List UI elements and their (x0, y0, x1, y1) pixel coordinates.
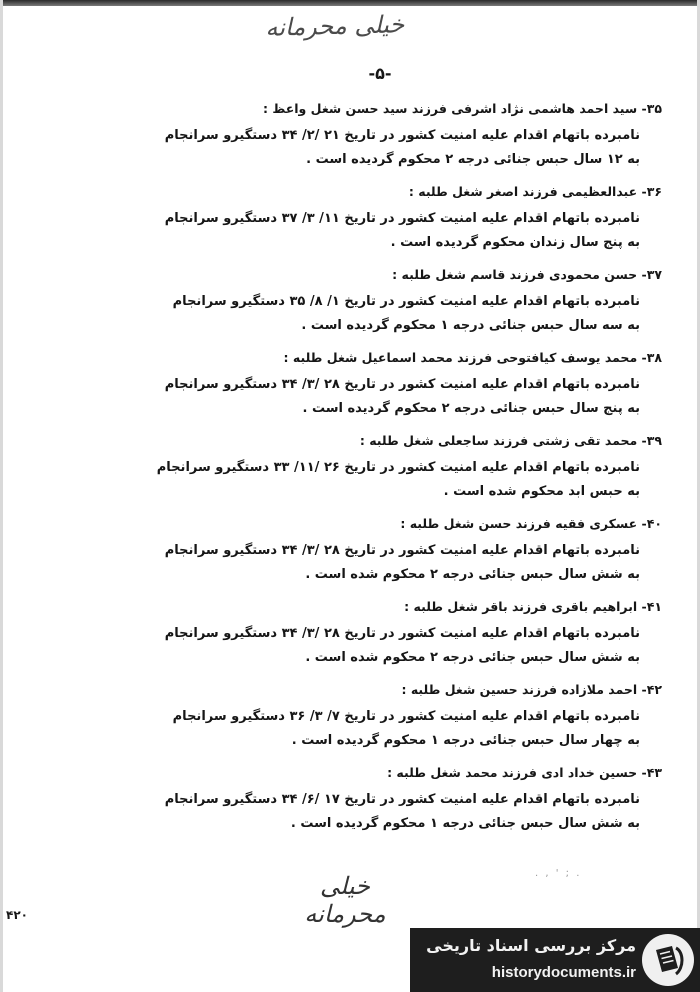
entry-sentence: به پنج سال زندان محکوم گردیده است . (390, 235, 640, 250)
scan-left-edge (0, 0, 3, 992)
entry-charge: نامبرده باتهام اقدام علیه امنیت کشور در تاریخ ۲۸ /۳/ ۳۴ دستگیرو سرانجام (164, 377, 640, 392)
entry-sentence: به ۱۲ سال حبس جنائی درجه ۲ محکوم گردیده است . (306, 152, 640, 167)
watermark-url[interactable]: historydocuments.ir (491, 964, 636, 981)
entry-sentence: به شش سال حبس جنائی درجه ۲ محکوم شده است . (305, 650, 640, 665)
list-item (84, 515, 662, 584)
list-item (84, 598, 662, 667)
entry-sentence: به سه سال حبس جنائی درجه ۱ محکوم گردیده است . (301, 318, 640, 333)
entry-sentence: به چهار سال حبس جنائی درجه ۱ محکوم گردیده است . (291, 733, 640, 748)
entry-sentence: به حبس ابد محکوم شده است . (443, 484, 640, 499)
list-item (84, 266, 662, 335)
document-circle-logo-icon (642, 934, 694, 986)
entry-charge: نامبرده باتهام اقدام علیه امنیت کشور در تاریخ ۲۶ /۱۱/ ۳۳ دستگیرو سرانجام (156, 460, 640, 475)
entry-charge: نامبرده باتهام اقدام علیه امنیت کشور در تاریخ ۲۸ /۳/ ۳۴ دستگیرو سرانجام (164, 543, 640, 558)
entry-list (84, 100, 662, 847)
scan-top-edge (0, 0, 700, 6)
entry-sentence: به شش سال حبس جنائی درجه ۲ محکوم شده است . (305, 567, 640, 582)
entry-title: ۴۲- احمد ملازاده فرزند حسین شغل طلبه : (401, 682, 662, 697)
entry-title: ۳۹- محمد تقی زشتی فرزند ساجعلی شغل طلبه : (359, 433, 662, 448)
list-item (84, 764, 662, 833)
list-item (84, 432, 662, 501)
entry-title: ۴۱- ابراهیم باقری فرزند باقر شغل طلبه : (404, 599, 662, 614)
entry-title: ۳۶- عبدالعظیمی فرزند اصغر شغل طلبه : (408, 184, 662, 199)
list-item (84, 681, 662, 750)
archive-watermark (410, 928, 700, 992)
entry-title: ۴۰- عسکری فقیه فرزند حسن شغل طلبه : (400, 516, 662, 531)
entry-charge: نامبرده باتهام اقدام علیه امنیت کشور در تاریخ ۲۱ /۲/ ۳۴ دستگیرو سرانجام (164, 128, 640, 143)
confidential-stamp-header: خیلی محرمانه (265, 10, 405, 42)
ink-smudge: . , ' ; . (535, 868, 582, 879)
list-item (84, 183, 662, 252)
entry-title: ۴۳- حسین خداد ادی فرزند محمد شغل طلبه : (387, 765, 662, 780)
list-item (84, 100, 662, 169)
entry-title: ۳۷- حسن محمودی فرزند قاسم شغل طلبه : (392, 267, 662, 282)
entry-charge: نامبرده باتهام اقدام علیه امنیت کشور در تاریخ ۲۸ /۳/ ۳۴ دستگیرو سرانجام (164, 626, 640, 641)
entry-sentence: به پنج سال حبس جنائی درجه ۲ محکوم گردیده است . (302, 401, 640, 416)
entry-charge: نامبرده باتهام اقدام علیه امنیت کشور در تاریخ ۱/ ۸/ ۳۵ دستگیرو سرانجام (172, 294, 640, 309)
list-item (84, 349, 662, 418)
entry-title: ۳۸- محمد یوسف کیافتوحی فرزند محمد اسماعیل شغل طلبه : (283, 350, 662, 365)
watermark-title: مرکز بررسی اسناد تاریخی (426, 936, 636, 955)
entry-charge: نامبرده باتهام اقدام علیه امنیت کشور در تاریخ ۱۱/ ۳/ ۳۷ دستگیرو سرانجام (164, 211, 640, 226)
entry-title: ۳۵- سید احمد هاشمی نژاد اشرفی فرزند سید حسن شغل واعظ : (262, 101, 662, 116)
entry-sentence: به شش سال حبس جنائی درجه ۱ محکوم گردیده است . (290, 816, 640, 831)
entry-charge: نامبرده باتهام اقدام علیه امنیت کشور در تاریخ ۷/ ۳/ ۳۶ دستگیرو سرانجام (172, 709, 640, 724)
archive-page-number: ۴۲۰ (6, 908, 28, 922)
entry-charge: نامبرده باتهام اقدام علیه امنیت کشور در تاریخ ۱۷ /۶/ ۳۴ دستگیرو سرانجام (164, 792, 640, 807)
page-number: -۵- (368, 64, 392, 83)
confidential-stamp-footer: خیلی محرمانه (304, 872, 386, 928)
